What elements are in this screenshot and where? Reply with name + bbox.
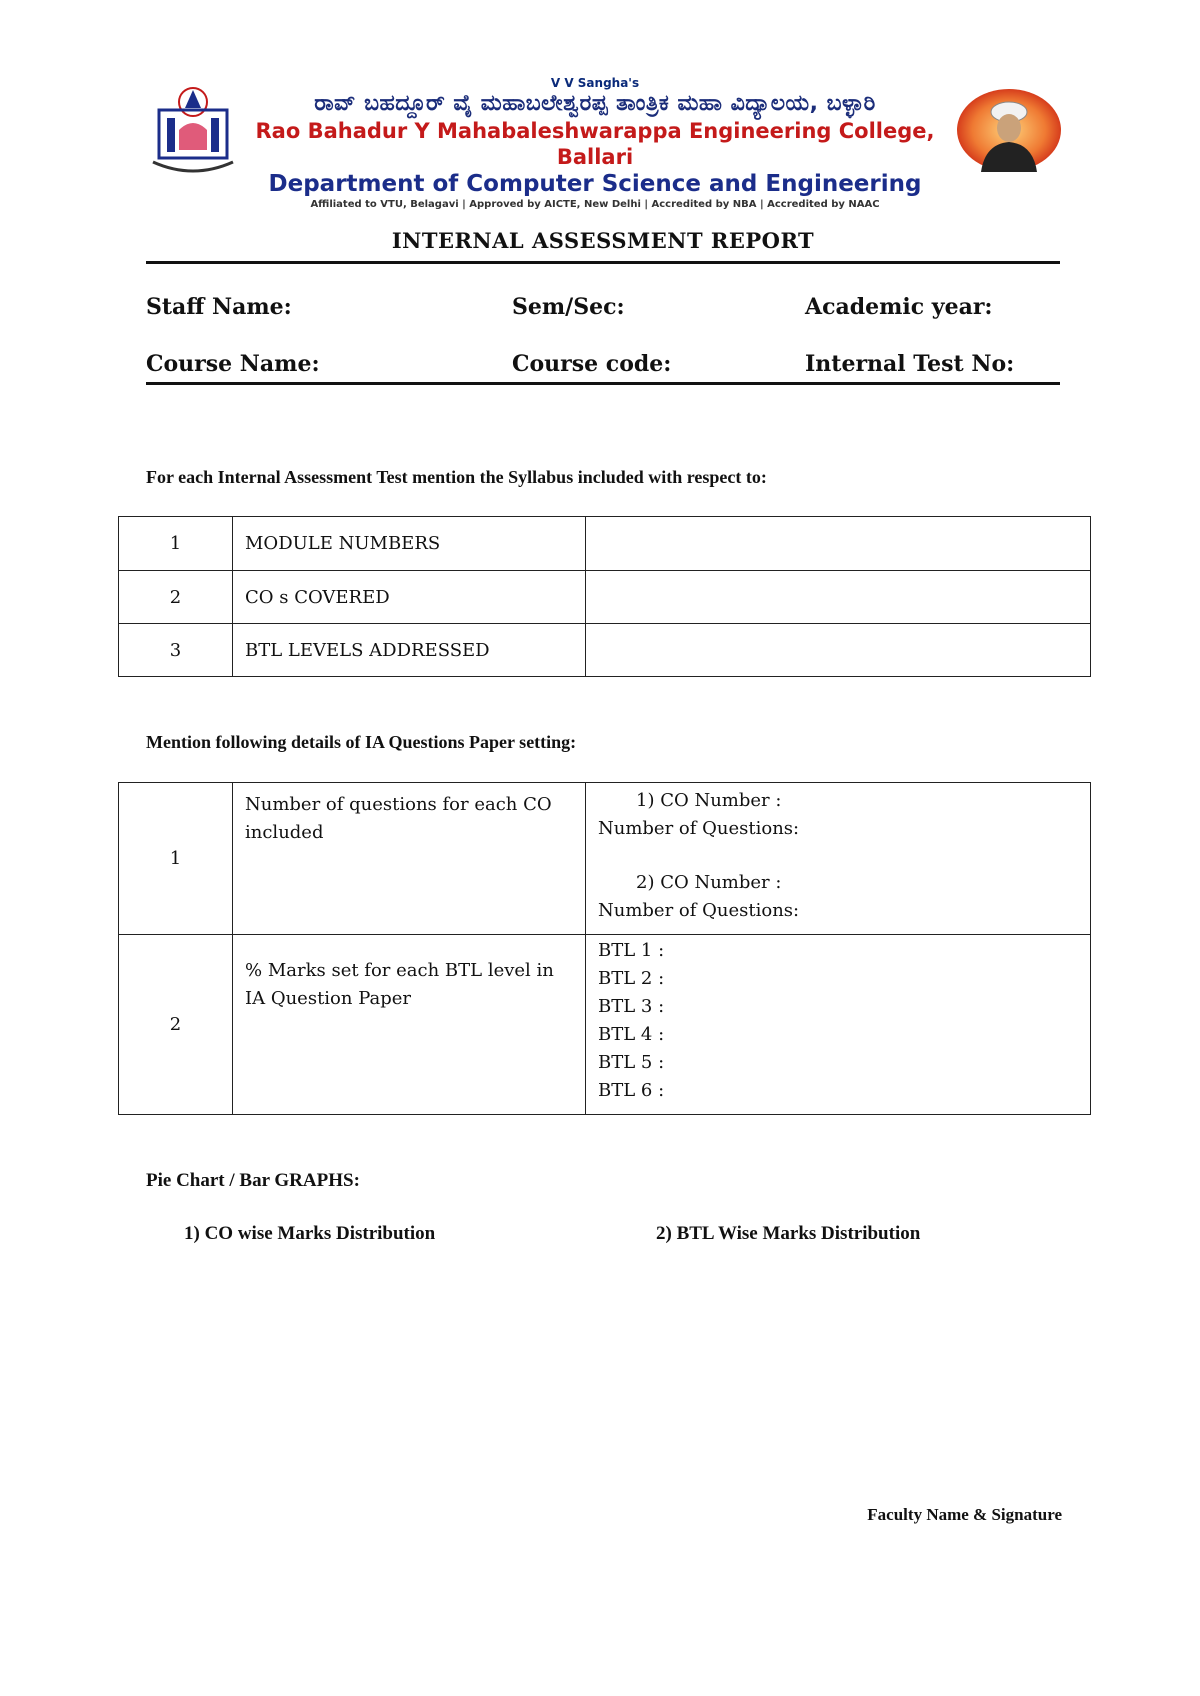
table-row: [119, 571, 1091, 624]
co-number-1: 1) CO Number :: [636, 790, 782, 811]
college-name: Rao Bahadur Y Mahabaleshwarappa Engineering College, Ballari: [255, 119, 935, 169]
row-number: 2: [119, 935, 233, 1115]
syllabus-table: [118, 516, 1091, 677]
row-number: 1: [119, 783, 233, 935]
staff-name-label: Staff Name:: [146, 294, 292, 320]
title-rule: [146, 261, 1060, 264]
row-label: Number of questions for each CO included: [245, 794, 552, 843]
internal-test-no-label: Internal Test No:: [805, 351, 1015, 377]
table-row: [119, 624, 1091, 677]
syllabus-heading: For each Internal Assessment Test mention the Syllabus included with respect to:: [146, 467, 767, 487]
row-label-cell: [233, 935, 586, 1115]
founder-portrait: [955, 88, 1063, 172]
btl-distribution-item: 2) BTL Wise Marks Distribution: [656, 1223, 921, 1244]
info-rule: [146, 382, 1060, 385]
course-code-label: Course code:: [512, 351, 672, 377]
btl-6: BTL 6 :: [598, 1080, 665, 1101]
row-number: 2: [119, 571, 233, 624]
row-label: % Marks set for each BTL level in IA Question Paper: [245, 960, 554, 1009]
course-name-label: Course Name:: [146, 351, 320, 377]
btl-levels-field[interactable]: [586, 624, 1091, 677]
btl-marks-cell[interactable]: [586, 935, 1091, 1115]
btl-2: BTL 2 :: [598, 968, 665, 989]
row-number: 1: [119, 517, 233, 571]
btl-5: BTL 5 :: [598, 1052, 665, 1073]
sem-sec-label: Sem/Sec:: [512, 294, 625, 320]
department-name: Department of Computer Science and Engineering: [268, 171, 922, 197]
row-label: BTL LEVELS ADDRESSED: [233, 624, 586, 677]
co-questions-cell[interactable]: [586, 783, 1091, 935]
faculty-signature-label: Faculty Name & Signature: [867, 1505, 1062, 1524]
cos-covered-field[interactable]: [586, 571, 1091, 624]
row-label: MODULE NUMBERS: [233, 517, 586, 571]
sangha-name: V V Sangha's: [550, 76, 640, 90]
college-name-kannada: ರಾವ್ ಬಹದ್ದೂರ್ ವೈ ಮಹಾಬಲೇಶ್ವರಪ್ಪ ತಾಂತ್ರಿಕ ಮಹಾ ವಿದ್ಯಾಲಯ, ಬಳ್ಳಾರಿ: [314, 91, 876, 116]
co-2-questions: Number of Questions:: [598, 900, 800, 921]
graphs-heading: Pie Chart / Bar GRAPHS:: [146, 1170, 360, 1191]
table-row: [119, 935, 1091, 1115]
co-number-2: 2) CO Number :: [636, 872, 782, 893]
btl-4: BTL 4 :: [598, 1024, 665, 1045]
co-1-questions: Number of Questions:: [598, 818, 800, 839]
module-numbers-field[interactable]: [586, 517, 1091, 571]
academic-year-label: Academic year:: [805, 294, 993, 320]
row-number: 3: [119, 624, 233, 677]
co-distribution-item: 1) CO wise Marks Distribution: [184, 1223, 436, 1244]
college-logo: [145, 80, 241, 180]
report-title: INTERNAL ASSESSMENT REPORT: [391, 228, 815, 253]
paper-table: [118, 782, 1091, 1115]
table-row: [119, 517, 1091, 571]
row-label: CO s COVERED: [233, 571, 586, 624]
letterhead-text: [235, 76, 955, 212]
btl-1: BTL 1 :: [598, 940, 665, 961]
btl-3: BTL 3 :: [598, 996, 665, 1017]
affiliation-line: Affiliated to VTU, Belagavi | Approved by AICTE, New Delhi | Accredited by NBA | Accredited by NAAC: [310, 199, 880, 210]
row-label-cell: [233, 783, 586, 935]
paper-heading: Mention following details of IA Questions Paper setting:: [146, 732, 577, 752]
table-row: [119, 783, 1091, 935]
